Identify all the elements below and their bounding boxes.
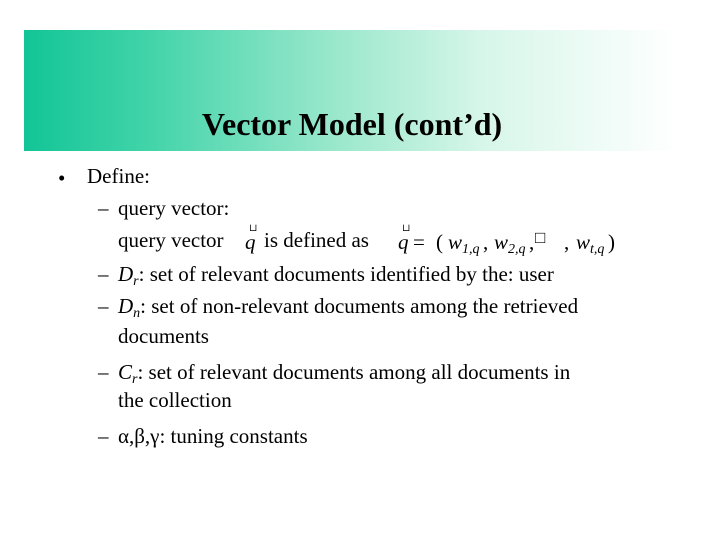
dn-item-cont: documents [118,324,209,348]
dash-dn: – [98,294,109,318]
dash-tuning: – [98,424,109,448]
formula-vector-arrow-icon: ⊔ [402,223,411,234]
vector-arrow-icon: ⊔ [249,223,258,234]
slide-title: Vector Model (cont’d) [201,106,503,142]
formula-comma-3: , [564,230,570,254]
cr-item: $C_r$: set of relevant documents among all documents in [118,360,571,387]
formula-wt: $w_{t,q}$ [576,230,605,257]
dash-query: – [98,196,109,220]
dash-cr: – [98,360,109,384]
tuning-item: α,β,γ: tuning constants [118,424,308,448]
formula-w1: $w_{1,q}$ [448,230,480,257]
cr-item-cont: the collection [118,388,232,412]
dr-item: $D_r$: set of relevant documents identified by the: user [118,262,554,289]
formula-missing-glyph: □ [535,228,546,247]
query-heading: query vector: [118,196,230,220]
formula-close: ) [608,230,615,254]
dn-item: $D_n$: set of non-relevant documents among the retrieved [118,294,579,321]
formula-comma-1: , [483,230,489,254]
query-text-after: is defined as [264,228,369,252]
formula-w2: $w_{2,q}$ [494,230,526,257]
formula-eq: = [413,230,425,254]
dash-dr: – [98,262,109,286]
query-text-before: query vector [118,228,224,252]
define-label: Define: [87,164,150,188]
formula-comma-2: , [529,230,535,254]
formula-open: ( [436,230,443,254]
formula: q [398,230,409,254]
bullet-marker: • [58,166,66,190]
query-symbol: q [245,230,256,254]
